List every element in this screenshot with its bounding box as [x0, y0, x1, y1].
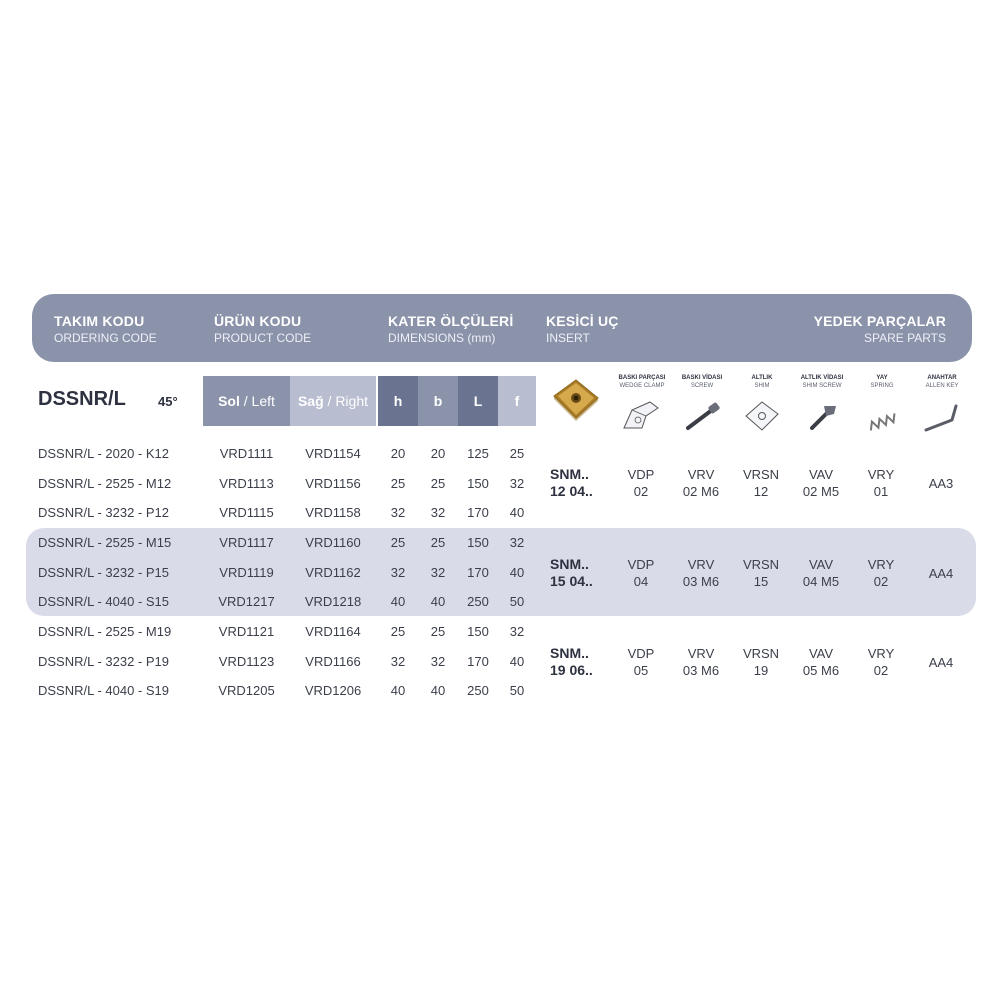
row-4-dim-h: 25 — [390, 535, 406, 550]
row-8-product-code-right: VRD1166 — [305, 654, 361, 669]
row-7-product-code-right: VRD1164 — [305, 624, 361, 639]
row-5-dim-f: 40 — [509, 565, 525, 580]
row-4-dim-L: 150 — [467, 535, 489, 550]
part-header-shim: ALTLIK SHIM — [751, 375, 773, 389]
row-6-product-code-right: VRD1218 — [304, 594, 362, 609]
row-8-dim-L: 170 — [467, 654, 489, 669]
row-8-ordering-code: DSSNR/L - 3232 - P19 — [38, 654, 170, 669]
row-1-ordering-code: DSSNR/L - 2020 - K12 — [38, 446, 170, 461]
header-dimensions: KATER ÖLÇÜLERİ DIMENSIONS (mm) — [388, 313, 514, 345]
subheader-f: f — [498, 376, 536, 426]
row-4-dim-f: 32 — [509, 535, 525, 550]
row-3-dim-f: 40 — [509, 505, 525, 520]
spare-part-group-2-wedge-clamp: VDP 04 — [627, 557, 655, 589]
row-1-product-code-left: VRD1111 — [219, 446, 274, 461]
row-7-product-code-left: VRD1121 — [218, 624, 275, 639]
row-2-dim-L: 150 — [467, 476, 489, 491]
allen-key-icon — [922, 400, 962, 434]
spare-part-group-2-shim: VRSN 15 — [742, 557, 780, 589]
row-2-product-code-right: VRD1156 — [305, 476, 361, 491]
row-1-dim-b: 20 — [430, 446, 446, 461]
spare-part-group-1-spring: VRY 01 — [867, 467, 895, 499]
row-1-dim-L: 125 — [467, 446, 489, 461]
insert-icon — [550, 376, 602, 422]
subheader-L: L — [458, 376, 498, 426]
spare-part-group-3-wedge-clamp: VDP 05 — [627, 646, 655, 678]
row-5-product-code-right: VRD1162 — [305, 565, 361, 580]
row-6-ordering-code: DSSNR/L - 4040 - S15 — [38, 594, 170, 609]
part-header-allen-key: ANAHTAR ALLEN KEY — [925, 375, 959, 389]
row-6-dim-L: 250 — [467, 594, 489, 609]
row-7-dim-b: 25 — [430, 624, 446, 639]
row-2-ordering-code: DSSNR/L - 2525 - M12 — [38, 476, 172, 491]
spare-part-group-1-shim: VRSN 12 — [742, 467, 780, 499]
row-3-product-code-left: VRD1115 — [219, 505, 274, 520]
insert-code-group-1: SNM.. 12 04.. — [550, 466, 593, 499]
spare-part-group-2-allen-key: AA4 — [928, 566, 954, 581]
part-header-spring: YAY SPRING — [870, 375, 894, 389]
subheader-h: h — [378, 376, 418, 426]
row-9-product-code-right: VRD1206 — [304, 683, 362, 698]
row-4-dim-b: 25 — [430, 535, 446, 550]
row-6-product-code-left: VRD1217 — [218, 594, 275, 609]
row-1-product-code-right: VRD1154 — [305, 446, 361, 461]
row-7-dim-h: 25 — [390, 624, 406, 639]
row-7-dim-L: 150 — [467, 624, 489, 639]
row-1-dim-f: 25 — [509, 446, 525, 461]
row-5-dim-h: 32 — [390, 565, 406, 580]
screw-icon — [682, 402, 722, 432]
spare-part-group-2-spring: VRY 02 — [867, 557, 895, 589]
row-8-product-code-left: VRD1123 — [218, 654, 275, 669]
spare-part-group-3-spring: VRY 02 — [867, 646, 895, 678]
spare-part-group-3-allen-key: AA4 — [928, 655, 954, 670]
shim-screw-icon — [804, 402, 840, 432]
spare-part-group-2-shim-screw: VAV 04 M5 — [802, 557, 840, 589]
row-6-dim-b: 40 — [430, 594, 446, 609]
row-7-dim-f: 32 — [509, 624, 525, 639]
row-9-dim-h: 40 — [390, 683, 406, 698]
row-5-product-code-left: VRD1119 — [219, 565, 274, 580]
model-angle: 45° — [158, 394, 178, 409]
row-3-product-code-right: VRD1158 — [305, 505, 361, 520]
part-header-wedge-clamp: BASKI PARÇASI WEDGE CLAMP — [618, 375, 666, 389]
row-8-dim-f: 40 — [509, 654, 525, 669]
row-6-dim-f: 50 — [509, 594, 525, 609]
spare-part-group-3-screw: VRV 03 M6 — [682, 646, 720, 678]
row-9-dim-L: 250 — [467, 683, 489, 698]
row-9-dim-f: 50 — [509, 683, 525, 698]
row-9-product-code-left: VRD1205 — [218, 683, 275, 698]
row-9-ordering-code: DSSNR/L - 4040 - S19 — [38, 683, 170, 698]
spare-part-group-2-screw: VRV 03 M6 — [682, 557, 720, 589]
part-header-screw: BASKI VİDASI SCREW — [681, 375, 723, 389]
header-insert: KESİCİ UÇ INSERT — [546, 313, 619, 345]
row-8-dim-b: 32 — [430, 654, 446, 669]
subheader-right: Sağ / Right — [290, 376, 376, 426]
row-3-ordering-code: DSSNR/L - 3232 - P12 — [38, 505, 170, 520]
wedge-clamp-icon — [620, 398, 664, 432]
row-7-ordering-code: DSSNR/L - 2525 - M19 — [38, 624, 172, 639]
shim-icon — [744, 400, 780, 432]
spare-part-group-1-wedge-clamp: VDP 02 — [627, 467, 655, 499]
row-6-dim-h: 40 — [390, 594, 406, 609]
subheader-left: Sol / Left — [203, 376, 290, 426]
spring-icon — [864, 402, 900, 432]
spare-part-group-3-shim: VRSN 19 — [742, 646, 780, 678]
model-name: DSSNR/L — [38, 388, 126, 410]
row-3-dim-h: 32 — [390, 505, 406, 520]
row-2-dim-h: 25 — [390, 476, 406, 491]
row-3-dim-L: 170 — [467, 505, 489, 520]
header-spare-parts: YEDEK PARÇALAR SPARE PARTS — [813, 313, 946, 345]
spare-part-group-1-allen-key: AA3 — [928, 476, 954, 491]
row-8-dim-h: 32 — [390, 654, 406, 669]
row-1-dim-h: 20 — [390, 446, 406, 461]
spare-part-group-1-screw: VRV 02 M6 — [682, 467, 720, 499]
row-2-dim-b: 25 — [430, 476, 446, 491]
table-header-bar — [32, 294, 972, 362]
spare-part-group-3-shim-screw: VAV 05 M6 — [802, 646, 840, 678]
part-header-shim-screw: ALTLIK VİDASI SHIM SCREW — [800, 375, 844, 389]
row-2-dim-f: 32 — [509, 476, 525, 491]
row-3-dim-b: 32 — [430, 505, 446, 520]
row-5-ordering-code: DSSNR/L - 3232 - P15 — [38, 565, 170, 580]
row-2-product-code-left: VRD1113 — [219, 476, 274, 491]
row-5-dim-L: 170 — [467, 565, 489, 580]
header-ordering-code: TAKIM KODU ORDERING CODE — [54, 313, 157, 345]
header-product-code: ÜRÜN KODU PRODUCT CODE — [214, 313, 312, 345]
row-4-ordering-code: DSSNR/L - 2525 - M15 — [38, 535, 172, 550]
row-5-dim-b: 32 — [430, 565, 446, 580]
row-4-product-code-left: VRD1117 — [219, 535, 274, 550]
insert-code-group-3: SNM.. 19 06.. — [550, 645, 593, 678]
row-9-dim-b: 40 — [430, 683, 446, 698]
row-4-product-code-right: VRD1160 — [305, 535, 361, 550]
spare-part-group-1-shim-screw: VAV 02 M5 — [802, 467, 840, 499]
subheader-b: b — [418, 376, 458, 426]
insert-code-group-2: SNM.. 15 04.. — [550, 556, 593, 589]
